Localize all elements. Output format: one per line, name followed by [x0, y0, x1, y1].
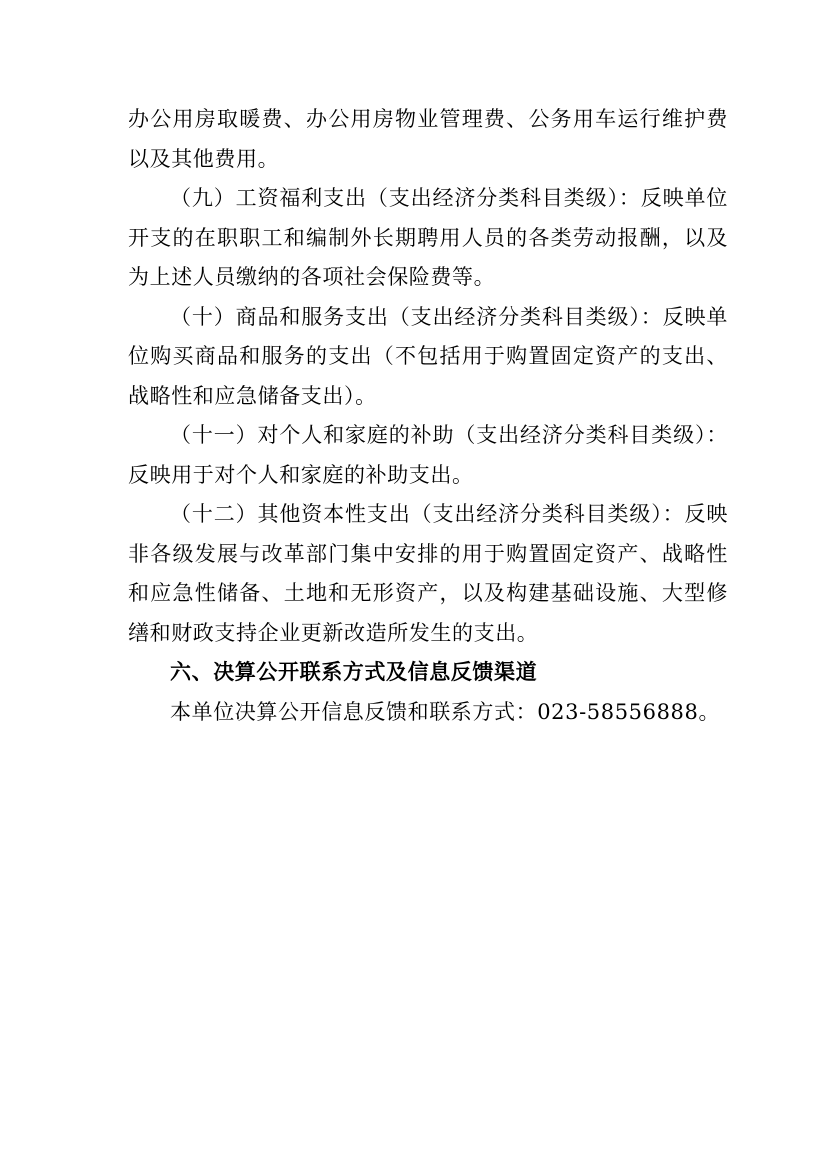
paragraph-item-9: （九）工资福利支出（支出经济分类科目类级）：反映单位开支的在职职工和编制外长期聘用人员的各类劳动报酬，以及为上述人员缴纳的各项社会保险费等。	[128, 186, 728, 289]
paragraph-continuation: 办公用房取暖费、办公用房物业管理费、公务用车运行维护费以及其他费用。	[128, 107, 728, 171]
paragraph-item-10: （十）商品和服务支出（支出经济分类科目类级）：反映单位购买商品和服务的支出（不包括用于购置固定资产的支出、战略性和应急储备支出）。	[128, 304, 728, 408]
contact-paragraph: 本单位决算公开信息反馈和联系方式：023-58556888。	[170, 699, 721, 724]
section-six-heading: 六、决算公开联系方式及信息反馈渠道	[170, 660, 538, 684]
document-body	[128, 100, 728, 732]
paragraph-item-11: （十一）对个人和家庭的补助（支出经济分类科目类级）：反映用于对个人和家庭的补助支出。	[128, 423, 728, 487]
paragraph-item-12: （十二）其他资本性支出（支出经济分类科目类级）：反映非各级发展与改革部门集中安排的用于购置固定资产、战略性和应急性储备、土地和无形资产，以及构建基础设施、大型修缮和财政支持企业更新改造所发生的支出。	[128, 502, 728, 645]
